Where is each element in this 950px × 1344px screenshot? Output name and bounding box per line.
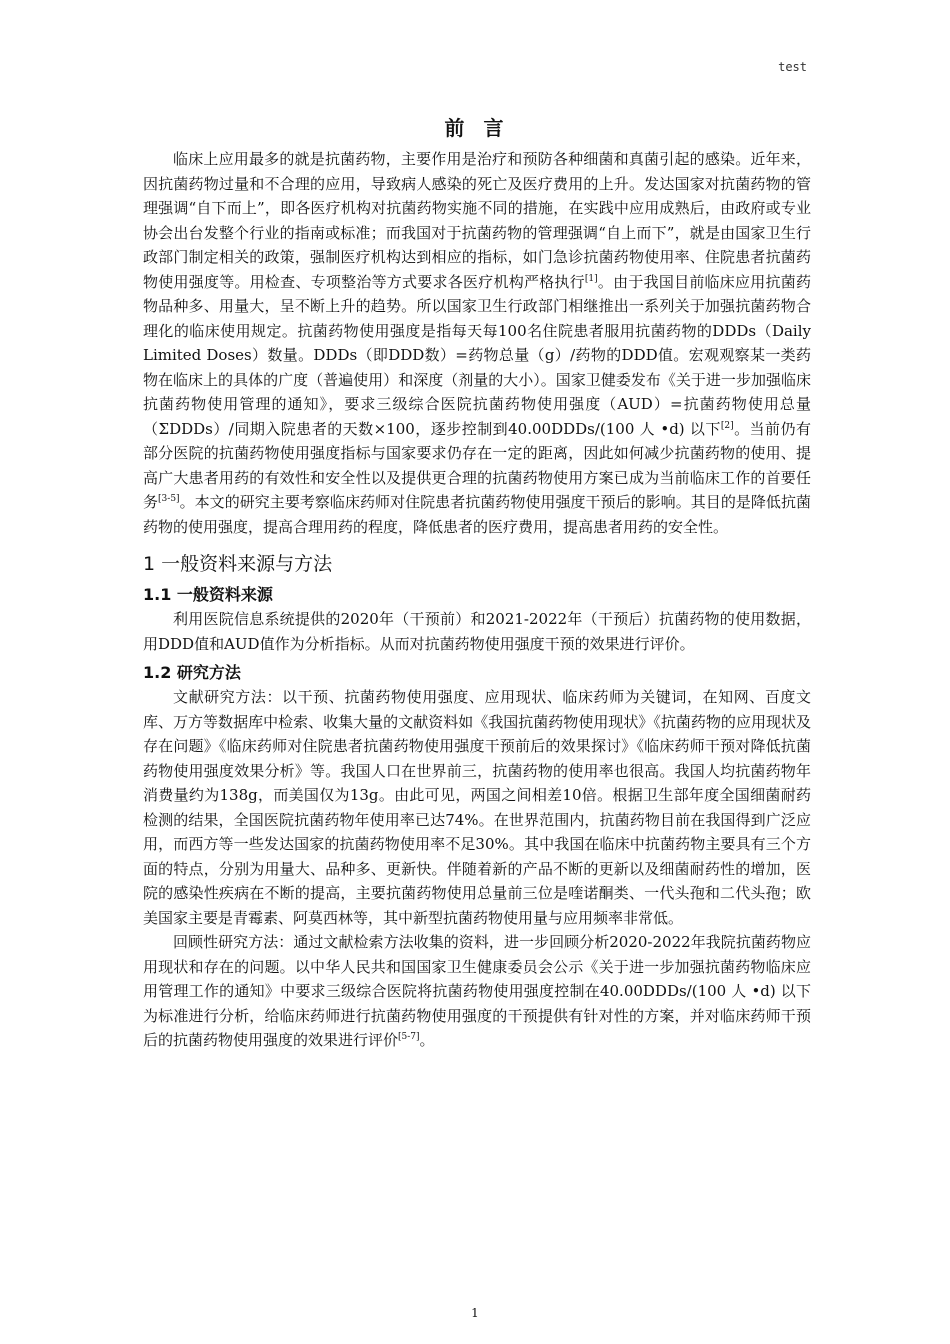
subsection-heading: 1.2 研究方法 bbox=[143, 663, 241, 682]
intro-paragraph bbox=[143, 147, 811, 539]
subsection-heading: 1.1 一般资料来源 bbox=[143, 585, 273, 604]
citation-ref: [2] bbox=[720, 420, 734, 431]
retrospective-text-b: 。 bbox=[419, 1031, 435, 1049]
section-heading: 1 一般资料来源与方法 bbox=[143, 553, 333, 575]
retrospective-method-paragraph bbox=[143, 930, 811, 1053]
intro-text-b: 。由于我国目前临床应用抗菌药物品种多、用量大，呈不断上升的趋势。所以国家卫生行政部门相继推出一系列关于加强抗菌药物合理化的临床使用规定。抗菌药物使用强度是指每天每100名住院患者服用抗菌药物的DDDs（Daily Limited Doses）数量。DDDs（即DDD数）=药物总量（g）/药物的DDD值。宏观观察某一类药物在临床上的具体的广度（普遍使用）和深度（剂量的大小）。国家卫健委发布《关于进一步加强临床抗菌药物使用管理的通知》，要求三级综合医院抗菌药物使用强度（AUD）=抗菌药物使用总量（ΣDDDs）/同期入院患者的天数×100，逐步控制到40.00DDDs/(100 人 •d) 以下 bbox=[143, 272, 811, 438]
retrospective-text-a: 回顾性研究方法：通过文献检索方法收集的资料，进一步回顾分析2020-2022年我院抗菌药物应用现状和存在的问题。以中华人民共和国国家卫生健康委员会公示《关于进一步加强抗菌药物临床应用管理工作的通知》中要求三级综合医院将抗菌药物使用强度控制在40.00DDDs/(100 人 •d) 以下为标准进行分析，给临床药师进行抗菌药物使用强度的干预提供有针对性的方案，并对临床药师干预后的抗菌药物使用强度的效果进行评价 bbox=[143, 933, 811, 1049]
header-tag: test bbox=[778, 60, 807, 74]
document-body bbox=[143, 112, 811, 1053]
literature-method-paragraph: 文献研究方法：以干预、抗菌药物使用强度、应用现状、临床药师为关键词，在知网、百度文库、万方等数据库中检索、收集大量的文献资料如《我国抗菌药物使用现状》《抗菌药物的应用现状及存在问题》《临床药师对住院患者抗菌药物使用强度干预前后的效果探讨》《临床药师干预对降低抗菌药物使用强度效果分析》等。我国人口在世界前三，抗菌药物的使用率也很高。我国人均抗菌药物年消费量约为138g，而美国仅为13g。由此可见，两国之间相差10倍。根据卫生部年度全国细菌耐药检测的结果，全国医院抗菌药物年使用率已达74%。在世界范围内，抗菌药物目前在我国得到广泛应用，而西方等一些发达国家的抗菌药物使用率不足30%。其中我国在临床中抗菌药物主要具有三个方面的特点，分别为用量大、品种多、更新快。伴随着新的产品不断的更新以及细菌耐药性的增加，医院的感染性疾病在不断的提高，主要抗菌药物使用总量前三位是喹诺酮类、一代头孢和二代头孢；欧美国家主要是青霉素、阿莫西林等，其中新型抗菌药物使用量与应用频率非常低。 bbox=[143, 688, 811, 927]
intro-text-c: 。当前仍有部分医院的抗菌药物使用强度指标与国家要求仍存在一定的距离，因此如何减少抗菌药物的使用、提高广大患者用药的有效性和安全性以及提供更合理的抗菌药物使用方案已成为当前临床工作的首要任务 bbox=[143, 419, 811, 511]
page-number: 1 bbox=[471, 1306, 479, 1320]
page-title: 前 言 bbox=[444, 116, 510, 140]
citation-ref: [3-5] bbox=[158, 494, 180, 504]
citation-ref: [5-7] bbox=[398, 1032, 420, 1042]
citation-ref: [1] bbox=[584, 273, 598, 284]
intro-text-d: 。本文的研究主要考察临床药师对住院患者抗菌药物使用强度干预后的影响。其目的是降低抗菌药物的使用强度，提高合理用药的程度，降低患者的医疗费用，提高患者用药的安全性。 bbox=[143, 493, 811, 536]
intro-text-a: 临床上应用最多的就是抗菌药物，主要作用是治疗和预防各种细菌和真菌引起的感染。近年来，因抗菌药物过量和不合理的应用，导致病人感染的死亡及医疗费用的上升。发达国家对抗菌药物的管理强调“自下而上”，即各医疗机构对抗菌药物实施不同的措施，在实践中应用成熟后，由政府或专业协会出台发整个行业的指南或标准；而我国对于抗菌药物的管理强调“自上而下”，就是由国家卫生行政部门制定相关的政策，强制医疗机构达到相应的指标，如门急诊抗菌药物使用率、住院患者抗菌药物使用强度等。用检查、专项整治等方式要求各医疗机构严格执行 bbox=[143, 150, 811, 291]
data-source-paragraph: 利用医院信息系统提供的2020年（干预前）和2021-2022年（干预后）抗菌药物的使用数据，用DDD值和AUD值作为分析指标。从而对抗菌药物使用强度干预的效果进行评价。 bbox=[143, 610, 811, 653]
